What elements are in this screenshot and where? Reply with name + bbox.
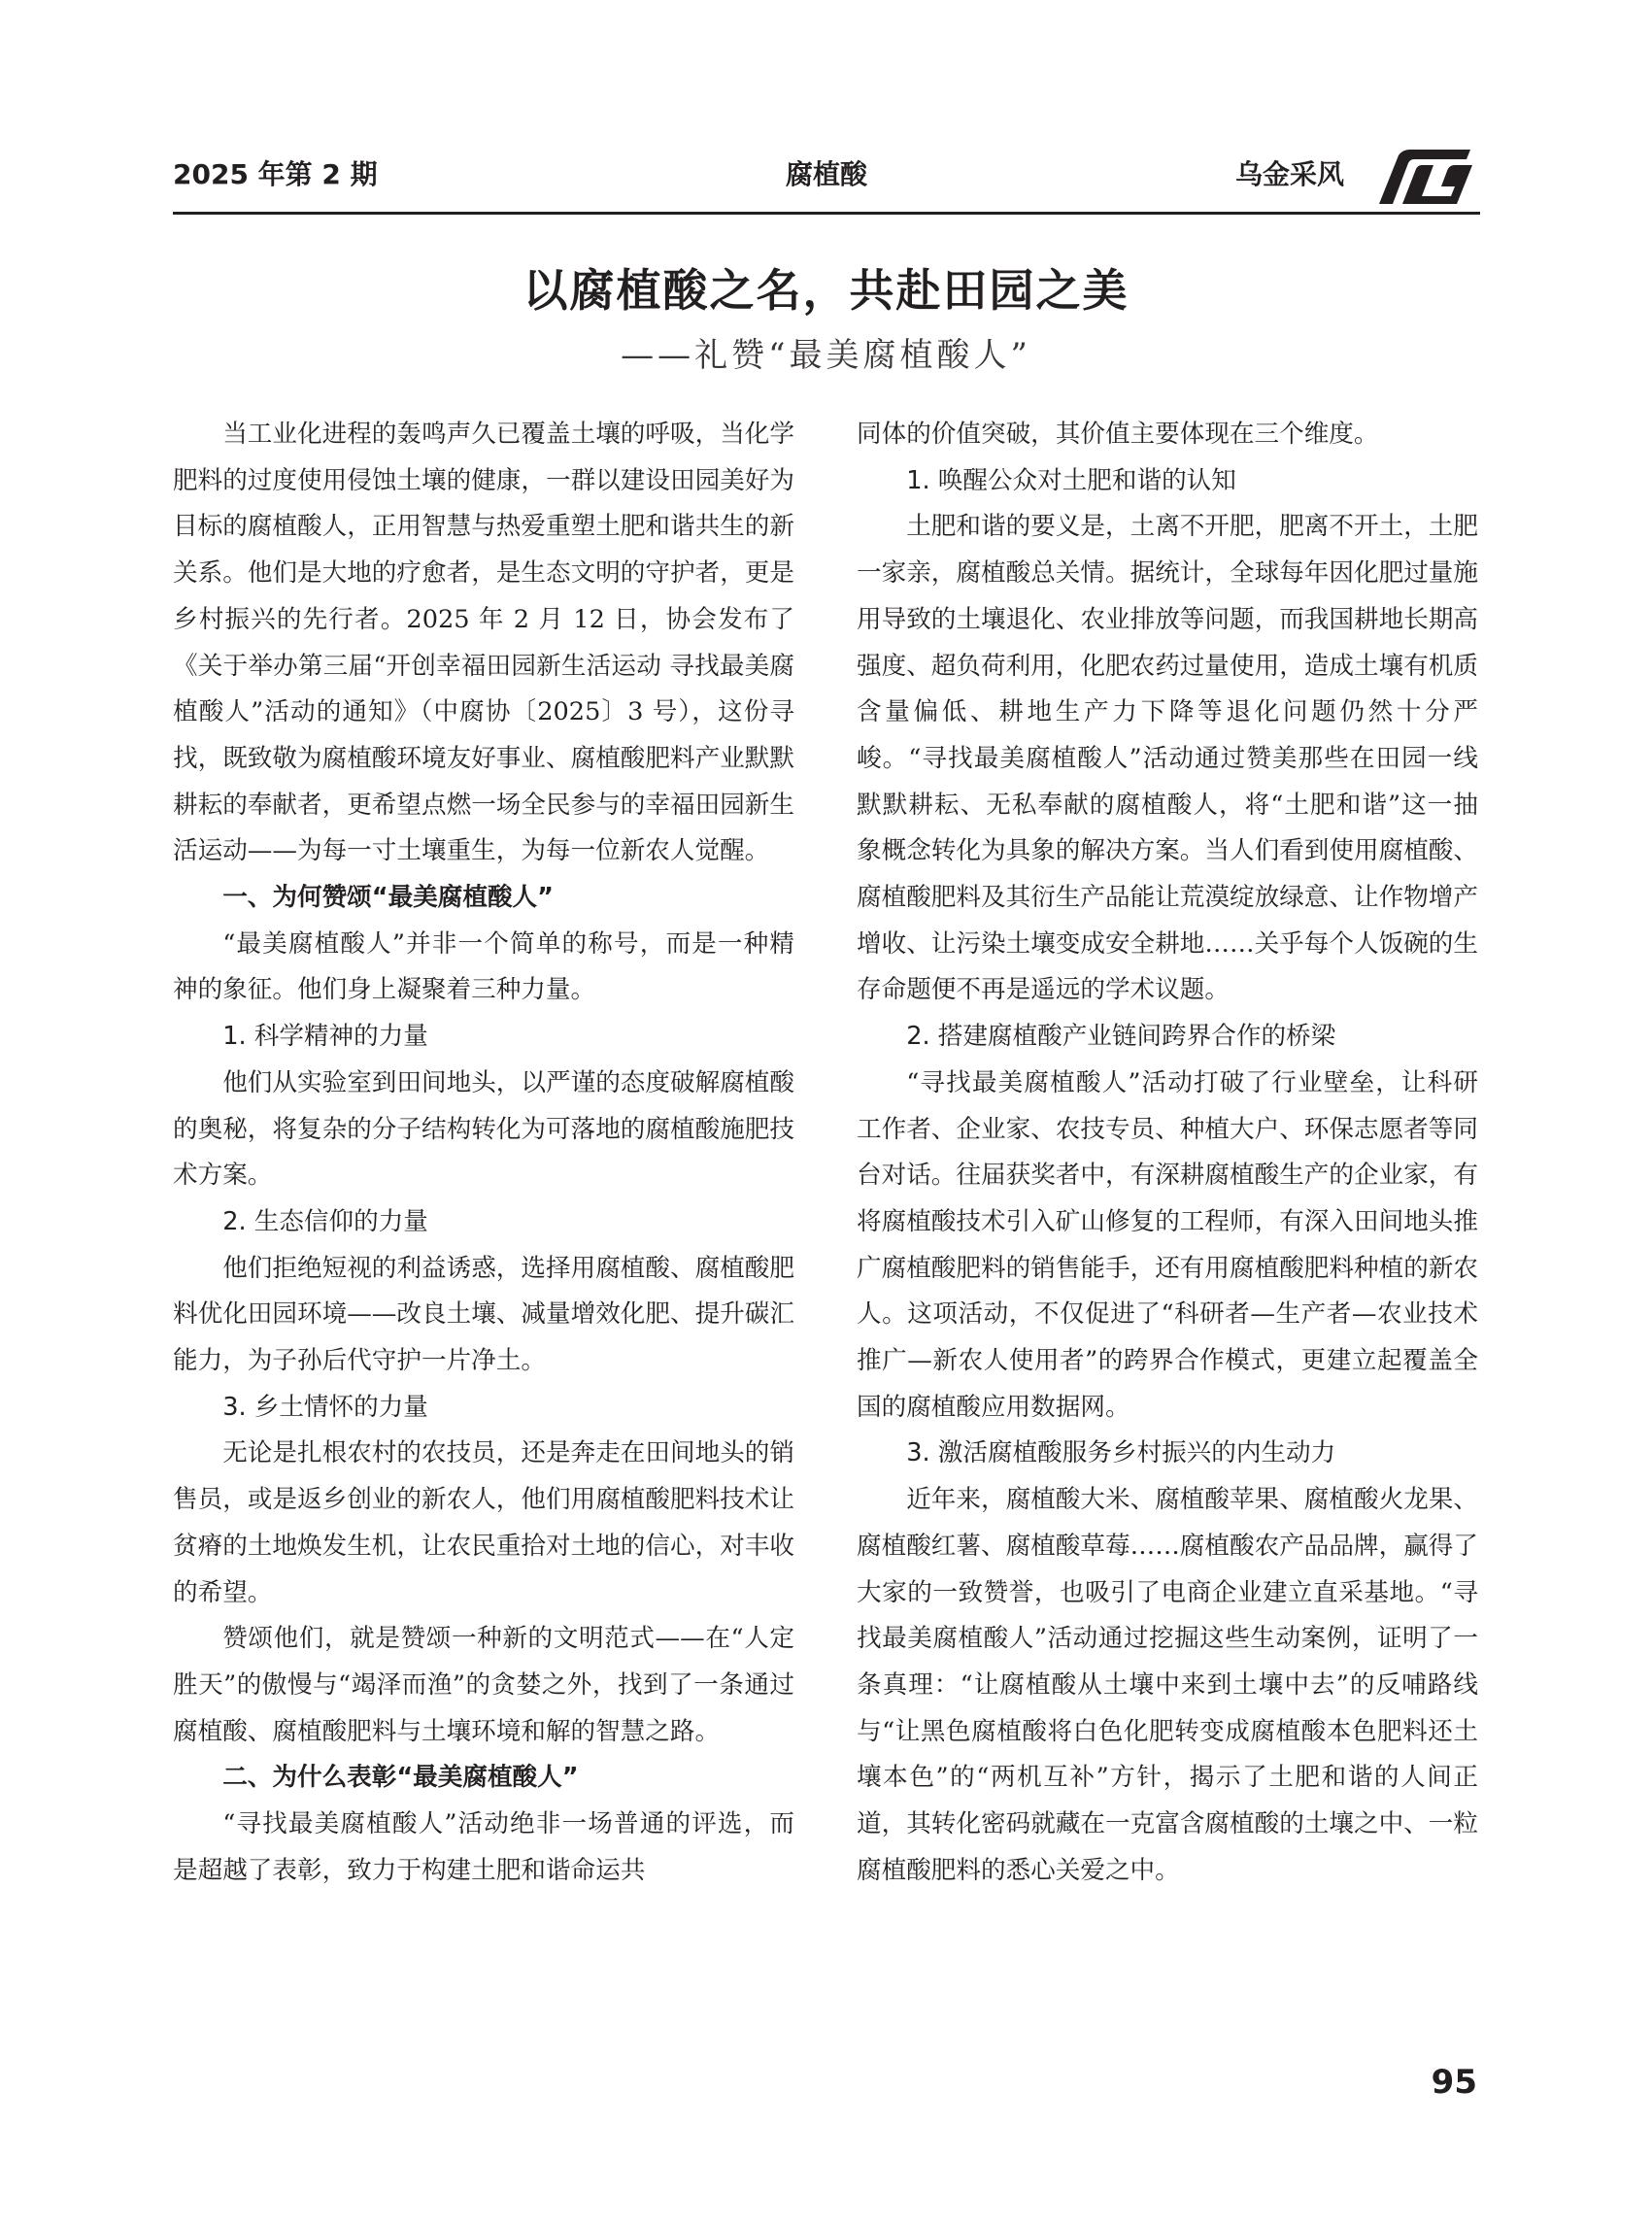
- paragraph: 近年来，腐植酸大米、腐植酸苹果、腐植酸火龙果、腐植酸红薯、腐植酸草莓……腐植酸农产品品牌，赢得了大家的一致赞誉，也吸引了电商企业建立直采基地。“寻找最美腐植酸人”活动通过挖掘这些生动案例，证明了一条真理：“让腐植酸从土壤中来到土壤中去”的反哺路线与“让黑色腐植酸将白色化肥转变成腐植酸本色肥料还土壤本色”的“两机互补”方针，揭示了土肥和谐的人间正道，其转化密码就藏在一克富含腐植酸的土壤之中、一粒腐植酸肥料的悉心关爱之中。: [857, 1485, 1478, 1885]
- paragraph-continuation: 同体的价值突破，其价值主要体现在三个维度。: [857, 420, 1379, 449]
- article-title: 以腐植酸之名，共赴田园之美: [523, 264, 1129, 317]
- paragraph: “寻找最美腐植酸人”活动打破了行业壁垒，让科研工作者、企业家、农技专员、种植大户、环保志愿者等同台对话。往届获奖者中，有深耕腐植酸生产的企业家，有将腐植酸技术引入矿山修复的工程师，有深入田间地头推广腐植酸肥料的销售能手，还有用腐植酸肥料种植的新农人。这项活动，不仅促进了“科研者—生产者—农业技术推广—新农人使用者”的跨界合作模式，更建立起覆盖全国的腐植酸应用数据网。: [857, 1067, 1478, 1422]
- subsection-heading: 3. 激活腐植酸服务乡村振兴的内生动力: [906, 1438, 1336, 1468]
- subsection-heading: 2. 搭建腐植酸产业链间跨界合作的桥梁: [906, 1022, 1336, 1052]
- article-subtitle: ——礼赞“最美腐植酸人”: [621, 336, 1031, 375]
- paragraph: “寻找最美腐植酸人”活动绝非一场普通的评选，而是超越了表彰，致力于构建土肥和谐命运共: [173, 1809, 794, 1885]
- journal-name: 腐植酸: [785, 158, 867, 190]
- journal-logo-icon: [1373, 148, 1474, 206]
- left-column: [173, 412, 794, 1895]
- paragraph: “最美腐植酸人”并非一个简单的称号，而是一种精神的象征。他们身上凝聚着三种力量。: [173, 928, 794, 1005]
- page-number: 95: [1431, 2063, 1477, 2102]
- section-heading: 一、为何赞颂“最美腐植酸人”: [222, 883, 554, 913]
- section-heading: 二、为什么表彰“最美腐植酸人”: [222, 1763, 579, 1793]
- column-name: 乌金采风: [1234, 158, 1344, 190]
- paragraph: 当工业化进程的轰鸣声久已覆盖土壤的呼吸，当化学肥料的过度使用侵蚀土壤的健康，一群以建设田园美好为目标的腐植酸人，正用智慧与热爱重塑土肥和谐共生的新关系。他们是大地的疗愈者，是生态文明的守护者，更是乡村振兴的先行者。2025 年 2 月 12 日，协会发布了《关于举办第三届“开创幸福田园新生活运动 寻找最美腐植酸人”活动的通知》（中腐协〔2025〕3 号），这份寻找，既致敬为腐植酸环境友好事业、腐植酸肥料产业默默耕耘的奉献者，更希望点燃一场全民参与的幸福田园新生活运动——为每一寸土壤重生，为每一位新农人觉醒。: [173, 420, 794, 866]
- right-column: [857, 412, 1478, 1895]
- subsection-heading: 2. 生态信仰的力量: [222, 1206, 428, 1236]
- paragraph: 无论是扎根农村的农技员，还是奔走在田间地头的销售员，或是返乡创业的新农人，他们用腐植酸肥料技术让贫瘠的土地焕发生机，让农民重拾对土地的信心，对丰收的希望。: [173, 1438, 794, 1607]
- paragraph: 他们从实验室到田间地头，以严谨的态度破解腐植酸的奥秘，将复杂的分子结构转化为可落地的腐植酸施肥技术方案。: [173, 1067, 794, 1191]
- subsection-heading: 3. 乡土情怀的力量: [222, 1392, 428, 1422]
- running-header: [173, 146, 1480, 215]
- subsection-heading: 1. 唤醒公众对土肥和谐的认知: [906, 465, 1236, 495]
- paragraph: 他们拒绝短视的利益诱惑，选择用腐植酸、腐植酸肥料优化田园环境——改良土壤、减量增效化肥、提升碳汇能力，为子孙后代守护一片净土。: [173, 1253, 794, 1376]
- issue-label: 2025 年第 2 期: [173, 158, 378, 190]
- subsection-heading: 1. 科学精神的力量: [222, 1022, 428, 1052]
- paragraph: 赞颂他们，就是赞颂一种新的文明范式——在“人定胜天”的傲慢与“竭泽而渔”的贪婪之外，找到了一条通过腐植酸、腐植酸肥料与土壤环境和解的智慧之路。: [173, 1624, 794, 1746]
- paragraph: 土肥和谐的要义是，土离不开肥，肥离不开土，土肥一家亲，腐植酸总关情。据统计，全球每年因化肥过量施用导致的土壤退化、农业排放等问题，而我国耕地长期高强度、超负荷利用，化肥农药过量使用，造成土壤有机质含量偏低、耕地生产力下降等退化问题仍然十分严峻。“寻找最美腐植酸人”活动通过赞美那些在田园一线默默耕耘、无私奉献的腐植酸人，将“土肥和谐”这一抽象概念转化为具象的解决方案。当人们看到使用腐植酸、腐植酸肥料及其衍生产品能让荒漠绽放绿意、让作物增产增收、让污染土壤变成安全耕地……关乎每个人饭碗的生存命题便不再是遥远的学术议题。: [857, 512, 1478, 1005]
